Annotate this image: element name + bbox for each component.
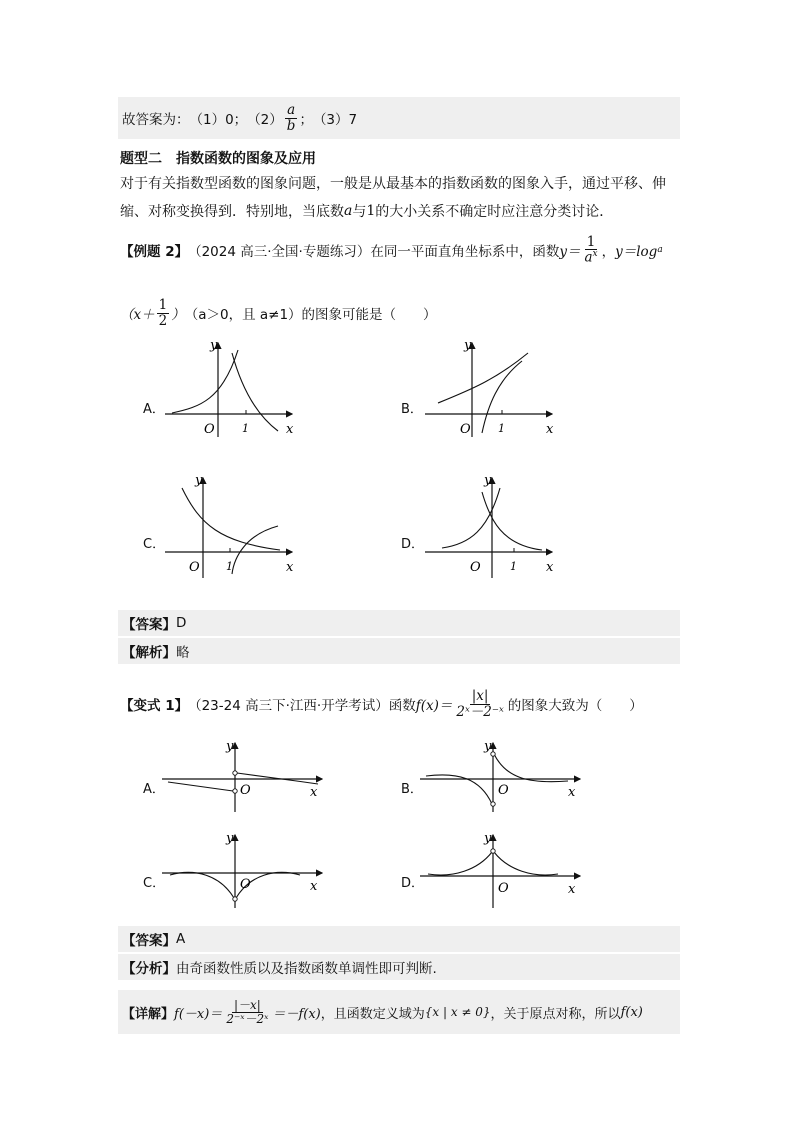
section-intro-line1: 对于有关指数型函数的图象问题，一般是从最基本的指数函数的图象入手，通过平移、伸: [120, 176, 666, 192]
example2-comma: ，: [601, 244, 616, 260]
example2-option-a-label[interactable]: A．: [143, 402, 165, 417]
fraction-denominator: b: [286, 117, 296, 134]
section-intro-line2: [120, 201, 613, 221]
tick-label: 1: [226, 560, 233, 573]
y-label: y: [484, 739, 492, 754]
detail-fraction: [224, 999, 270, 1025]
tick-label: 1: [242, 422, 249, 435]
example2-condition: （a＞0，且 a≠1）的图象可能是（ ）: [184, 307, 437, 323]
y-label: y: [226, 831, 234, 846]
example2-log-base: a: [657, 245, 663, 255]
example2-analysis-row: [118, 638, 680, 664]
answer-fraction: [285, 103, 298, 132]
variant1-analysis-row: [118, 954, 680, 980]
origin-label: O: [460, 422, 471, 437]
example2-option-c-graph[interactable]: [160, 470, 300, 580]
log-curve: [482, 492, 542, 550]
y-label: y: [464, 338, 472, 353]
answer-part1: （1）0；: [189, 112, 248, 128]
example2-fraction: [582, 235, 599, 265]
variant1-frac-num: |x|: [471, 688, 489, 705]
exp-curve: [182, 488, 280, 550]
log-curve: [232, 353, 278, 431]
tick-label: 1: [498, 422, 505, 435]
example2-option-b-graph[interactable]: [420, 335, 560, 440]
variant1-option-a-graph[interactable]: [160, 738, 330, 813]
fraction-numerator: a: [287, 102, 296, 119]
origin-label: O: [498, 881, 509, 896]
answer-part2-label: （2）: [247, 112, 283, 128]
example2-source: （2024 高三·全国·专题练习）在同一平面直角坐标系中，函数: [188, 244, 560, 260]
right-branch: [494, 852, 558, 875]
open-point: [491, 802, 495, 806]
frac-den-base: a: [584, 249, 593, 266]
example2-frac-num: 1: [586, 234, 596, 251]
x-label: x: [546, 560, 554, 575]
example2-stem-line1: [120, 230, 663, 270]
variant1-answer-tag: 【答案】: [122, 933, 176, 949]
variant1-option-b-graph[interactable]: [418, 738, 588, 813]
example2-tag: 【例题 2】: [120, 244, 189, 260]
variant1-analysis-tag: 【分析】: [122, 961, 176, 977]
answer-summary-row: [118, 97, 680, 139]
variant1-option-c-graph[interactable]: [160, 830, 330, 910]
open-point: [491, 849, 495, 853]
variant1-tail: 的图象大致为（ ）: [507, 698, 643, 714]
example2-option-c-label[interactable]: C．: [143, 537, 166, 552]
detail-f-neg-x: f(－x)＝: [174, 1006, 223, 1022]
answer-prefix: 故答案为：: [122, 112, 190, 128]
origin-label: O: [204, 422, 215, 437]
example2-option-a-graph[interactable]: [160, 335, 300, 440]
variant1-detail-row: [118, 990, 680, 1034]
origin-label: O: [470, 560, 481, 575]
open-point: [233, 897, 237, 901]
variant1-analysis-text: 由奇函数性质以及指数函数单调性即可判断.: [176, 961, 437, 977]
example2-analysis-tag: 【解析】: [122, 645, 176, 661]
origin-label: O: [189, 560, 200, 575]
x-label: x: [310, 879, 318, 894]
open-point: [233, 771, 237, 775]
example2-answer-row: [118, 610, 680, 636]
x-label: x: [568, 785, 576, 800]
variant1-answer-row: [118, 926, 680, 952]
detail-domain: {x | x ≠ 0}: [424, 1005, 491, 1019]
example2-y-eq: y＝: [559, 244, 581, 260]
intro-text-a: 缩、对称变换得到．特别地，当底数: [120, 204, 344, 220]
section-title: 题型二 指数函数的图象及应用: [120, 151, 316, 167]
x-label: x: [568, 882, 576, 897]
left-branch: [168, 782, 233, 791]
open-point: [491, 752, 495, 756]
exp-curve: [442, 488, 500, 548]
example2-half: [157, 298, 170, 327]
detail-last: f(x): [620, 1004, 643, 1020]
example2-log: y＝log: [615, 244, 658, 260]
example2-answer-tag: 【答案】: [122, 617, 176, 633]
example2-option-d-graph[interactable]: [420, 470, 560, 580]
intro-number-1: 1: [366, 203, 376, 219]
y-label: y: [195, 473, 203, 488]
exp-curve: [438, 353, 528, 403]
y-label: y: [484, 831, 492, 846]
variant1-fx: f(x)＝: [415, 698, 453, 714]
x-label: x: [310, 785, 318, 800]
example2-paren-close: ）: [171, 307, 185, 323]
detail-frac-den: 2⁻ˣ－2ˣ: [226, 1011, 269, 1026]
variant1-option-b-label[interactable]: B．: [401, 782, 423, 797]
intro-variable-a: a: [344, 203, 353, 219]
y-label: y: [210, 338, 218, 353]
variant1-tag: 【变式 1】: [120, 698, 189, 714]
detail-eq: ＝－f(x): [272, 1006, 321, 1022]
example2-answer-value: D: [176, 615, 187, 631]
example2-frac-den: [582, 250, 599, 265]
y-label: y: [484, 473, 492, 488]
x-label: x: [286, 422, 294, 437]
y-label: y: [226, 739, 234, 754]
x-label: x: [546, 422, 554, 437]
example2-analysis-text: 略: [176, 645, 190, 661]
right-branch: [494, 754, 568, 782]
exp-curve: [172, 350, 238, 413]
variant1-option-d-label[interactable]: D．: [401, 876, 425, 891]
variant1-detail-tag: 【详解】: [122, 1006, 175, 1022]
frac-den-exponent: x: [592, 249, 598, 260]
variant1-option-c-label[interactable]: C．: [143, 876, 166, 891]
detail-end: ，关于原点对称，所以: [490, 1006, 621, 1022]
half-num: 1: [158, 297, 168, 314]
variant1-answer-value: A: [176, 931, 186, 947]
detail-frac-num: |－x|: [233, 997, 261, 1012]
intro-text-c: 的大小关系不确定时应注意分类讨论．: [375, 204, 614, 220]
example2-paren-open: （x＋: [120, 307, 155, 323]
intro-text-b: 与: [352, 204, 367, 220]
example2-option-b-label[interactable]: B．: [401, 402, 423, 417]
variant1-source: （23-24 高三下·江西·开学考试）函数: [188, 698, 416, 714]
detail-mid: ，且函数定义域为: [320, 1006, 425, 1022]
variant1-fraction: [454, 689, 505, 718]
half-den: 2: [158, 312, 168, 329]
variant1-option-a-label[interactable]: A．: [143, 782, 165, 797]
left-branch: [428, 852, 492, 875]
left-branch: [170, 872, 234, 898]
x-label: x: [286, 560, 294, 575]
answer-part3: （3）7: [312, 112, 358, 128]
origin-label: O: [498, 783, 509, 798]
open-point: [233, 789, 237, 793]
tick-label: 1: [510, 560, 517, 573]
variant1-option-d-graph[interactable]: [418, 830, 588, 910]
example2-stem-line2: [120, 293, 437, 333]
origin-label: O: [240, 877, 251, 892]
answer-separator: ；: [299, 112, 313, 128]
origin-label: O: [240, 783, 251, 798]
example2-option-d-label[interactable]: D．: [401, 537, 425, 552]
log-curve: [232, 526, 278, 574]
variant1-stem: [120, 684, 643, 724]
variant1-frac-den: 2ˣ－2⁻ˣ: [456, 703, 504, 720]
